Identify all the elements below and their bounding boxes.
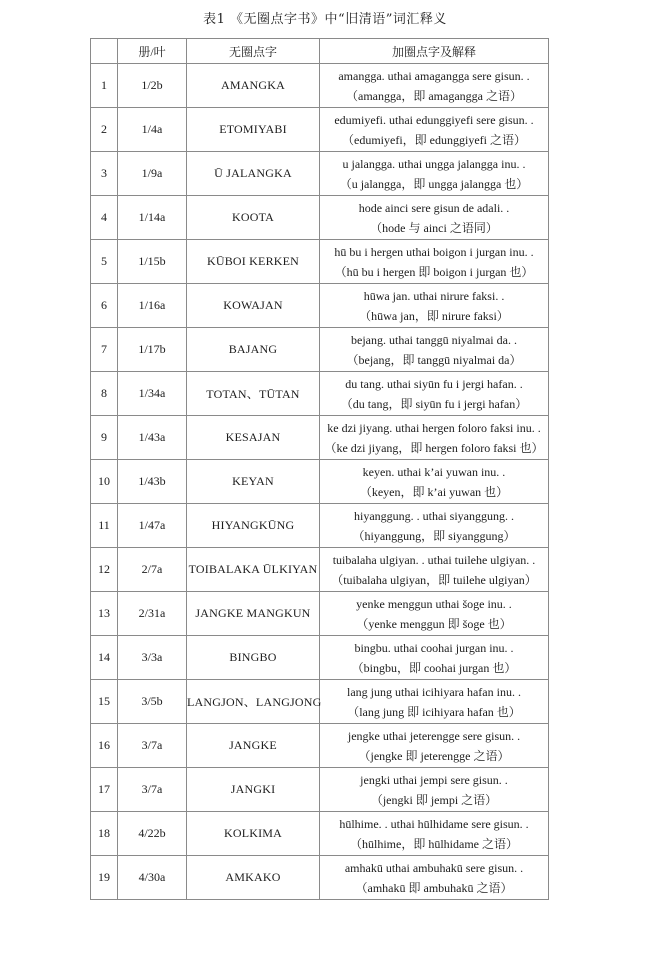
row-gloss [320,592,549,636]
row-index: 18 [91,812,118,856]
table-row [91,416,549,460]
row-undotted-word: JANGKE MANGKUN [187,592,320,636]
header-volume-leaf: 册/叶 [118,39,187,64]
gloss-chinese-line: （jengki 即 jempi 之语） [370,792,498,807]
row-index: 11 [91,504,118,548]
gloss-manchu-line: tuibalaha ulgiyan. . uthai tuilehe ulgiyan. . [332,552,536,567]
table-row [91,768,549,812]
row-volume-leaf: 1/15b [118,240,187,284]
gloss-chinese-line: （keyen，即 k’ai yuwan 也） [359,484,509,499]
row-undotted-word: KOLKIMA [187,812,320,856]
row-gloss [320,504,549,548]
gloss-manchu-line: hūlhime. . uthai hūlhidame sere gisun. . [339,816,529,831]
table-row [91,64,549,108]
row-volume-leaf: 1/9a [118,152,187,196]
gloss-chinese-line: （hode 与 ainci 之语同） [370,220,498,235]
gloss-chinese-line: （edumiyefi，即 edunggiyefi 之语） [342,132,526,147]
row-gloss [320,372,549,416]
gloss-chinese-line: （bejang，即 tanggū niyalmai da） [346,352,522,367]
gloss-manchu-line: amangga. uthai amagangga sere gisun. . [338,68,530,83]
gloss-chinese-line: （hūlhime，即 hūlhidame 之语） [350,836,518,851]
row-volume-leaf: 1/2b [118,64,187,108]
row-index: 3 [91,152,118,196]
gloss-chinese-line: （bingbu，即 coohai jurgan 也） [351,660,517,675]
row-index: 8 [91,372,118,416]
row-undotted-word: KESAJAN [187,416,320,460]
table-row [91,108,549,152]
row-gloss [320,724,549,768]
gloss-manchu-line: jengke uthai jeterengge sere gisun. . [347,728,521,743]
row-gloss [320,856,549,900]
gloss-manchu-line: yenke menggun uthai šoge inu. . [356,596,512,611]
gloss-chinese-line: （du tang，即 siyūn fu i jergi hafan） [340,396,528,411]
row-volume-leaf: 3/7a [118,768,187,812]
row-gloss [320,328,549,372]
gloss-manchu-line: u jalangga. uthai ungga jalangga inu. . [342,156,526,171]
row-index: 2 [91,108,118,152]
row-volume-leaf: 1/43b [118,460,187,504]
row-undotted-word: KOOTA [187,196,320,240]
row-gloss [320,152,549,196]
row-undotted-word: KŪBOI KERKEN [187,240,320,284]
row-volume-leaf: 1/34a [118,372,187,416]
row-gloss [320,768,549,812]
header-dotted-script-explanation: 加圈点字及解释 [320,39,549,64]
gloss-chinese-line: （tuibalaha ulgiyan，即 tuilehe ulgiyan） [331,572,537,587]
row-index: 10 [91,460,118,504]
header-index [91,39,118,64]
table-row [91,460,549,504]
row-undotted-word: AMANGKA [187,64,320,108]
row-gloss [320,548,549,592]
table-row [91,680,549,724]
gloss-manchu-line: hode ainci sere gisun de adali. . [358,200,510,215]
row-volume-leaf: 1/43a [118,416,187,460]
row-volume-leaf: 1/16a [118,284,187,328]
row-gloss [320,812,549,856]
table-row [91,504,549,548]
row-undotted-word: HIYANGKŪNG [187,504,320,548]
row-gloss [320,196,549,240]
gloss-chinese-line: （amangga，即 amagangga 之语） [346,88,522,103]
row-index: 5 [91,240,118,284]
gloss-chinese-line: （yenke menggun 即 šoge 也） [356,616,512,631]
gloss-manchu-line: lang jung uthai icihiyara hafan inu. . [347,684,521,699]
row-gloss [320,240,549,284]
row-index: 1 [91,64,118,108]
row-volume-leaf: 2/31a [118,592,187,636]
table-row [91,812,549,856]
table-row [91,724,549,768]
gloss-chinese-line: （hūwa jan，即 nirure faksi） [359,308,509,323]
gloss-manchu-line: jengki uthai jempi sere gisun. . [360,772,508,787]
gloss-chinese-line: （u jalangga，即 ungga jalangga 也） [339,176,529,191]
row-undotted-word: AMKAKO [187,856,320,900]
row-undotted-word: KEYAN [187,460,320,504]
table-row [91,372,549,416]
row-index: 14 [91,636,118,680]
row-index: 4 [91,196,118,240]
table-row [91,548,549,592]
table-row [91,196,549,240]
row-volume-leaf: 3/7a [118,724,187,768]
row-index: 17 [91,768,118,812]
table-row [91,152,549,196]
row-undotted-word: LANGJON、LANGJONG [187,680,320,724]
gloss-chinese-line: （lang jung 即 icihiyara hafan 也） [347,704,521,719]
row-volume-leaf: 1/47a [118,504,187,548]
gloss-manchu-line: bejang. uthai tanggū niyalmai da. . [351,332,517,347]
row-volume-leaf: 4/30a [118,856,187,900]
gloss-chinese-line: （ke dzi jiyang，即 hergen foloro faksi 也） [324,440,544,455]
gloss-manchu-line: ke dzi jiyang. uthai hergen foloro faksi inu. . [327,420,541,435]
row-undotted-word: KOWAJAN [187,284,320,328]
row-index: 6 [91,284,118,328]
row-volume-leaf: 3/5b [118,680,187,724]
row-volume-leaf: 2/7a [118,548,187,592]
row-index: 13 [91,592,118,636]
row-undotted-word: TOTAN、TŪTAN [187,372,320,416]
table-row [91,856,549,900]
row-index: 9 [91,416,118,460]
gloss-manchu-line: edumiyefi. uthai edunggiyefi sere gisun. . [334,112,534,127]
row-gloss [320,108,549,152]
gloss-manchu-line: hiyanggung. . uthai siyanggung. . [354,508,514,523]
table-row [91,240,549,284]
table-header-row [91,39,549,64]
row-gloss [320,680,549,724]
row-volume-leaf: 1/4a [118,108,187,152]
row-volume-leaf: 1/17b [118,328,187,372]
row-index: 19 [91,856,118,900]
gloss-manchu-line: bingbu. uthai coohai jurgan inu. . [354,640,514,655]
gloss-chinese-line: （hiyanggung，即 siyanggung） [352,528,516,543]
glossary-table [90,38,549,900]
row-volume-leaf: 1/14a [118,196,187,240]
row-index: 7 [91,328,118,372]
gloss-manchu-line: du tang. uthai siyūn fu i jergi hafan. . [345,376,523,391]
row-volume-leaf: 3/3a [118,636,187,680]
row-undotted-word: TOIBALAKA ŪLKIYAN [187,548,320,592]
gloss-manchu-line: hūwa jan. uthai nirure faksi. . [363,288,505,303]
row-gloss [320,460,549,504]
row-undotted-word: BINGBO [187,636,320,680]
gloss-manchu-line: hū bu i hergen uthai boigon i jurgan inu. . [334,244,534,259]
row-index: 12 [91,548,118,592]
row-gloss [320,636,549,680]
table-row [91,328,549,372]
row-gloss [320,64,549,108]
row-undotted-word: JANGKI [187,768,320,812]
row-undotted-word: BAJANG [187,328,320,372]
table-body [91,64,549,900]
row-index: 16 [91,724,118,768]
row-undotted-word: Ū JALANGKA [187,152,320,196]
gloss-manchu-line: amhakū uthai ambuhakū sere gisun. . [344,860,524,875]
row-gloss [320,416,549,460]
table-row [91,592,549,636]
gloss-chinese-line: （hū bu i hergen 即 boigon i jurgan 也） [334,264,534,279]
row-undotted-word: ETOMIYABI [187,108,320,152]
row-index: 15 [91,680,118,724]
gloss-chinese-line: （amhakū 即 ambuhakū 之语） [355,880,513,895]
row-gloss [320,284,549,328]
table-row [91,284,549,328]
row-undotted-word: JANGKE [187,724,320,768]
row-volume-leaf: 4/22b [118,812,187,856]
table-row [91,636,549,680]
gloss-manchu-line: keyen. uthai k’ai yuwan inu. . [362,464,506,479]
table-caption: 表1 《无圈点字书》中“旧清语”词汇释义 [203,12,447,27]
gloss-chinese-line: （jengke 即 jeterengge 之语） [358,748,510,763]
header-undotted-script: 无圈点字 [187,39,320,64]
